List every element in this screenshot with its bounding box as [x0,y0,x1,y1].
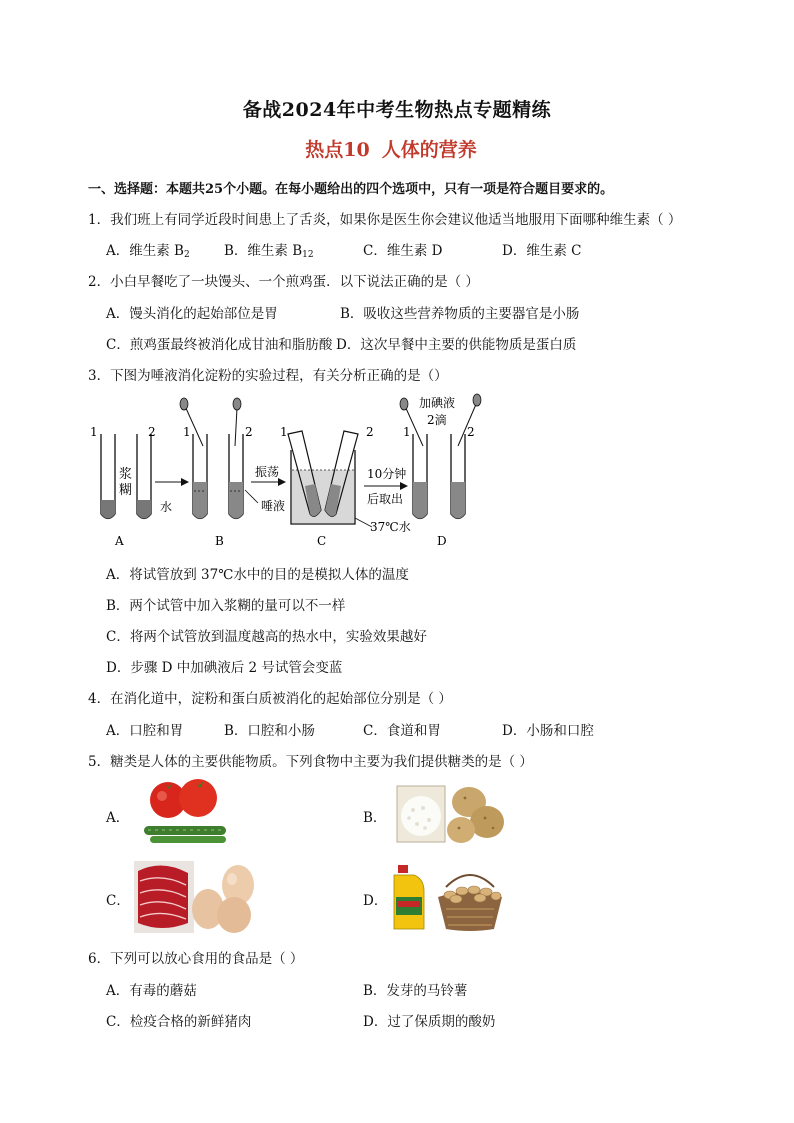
question-1-stem: 1．我们班上有同学近段时间患上了舌炎，如果你是医生你会建议他适当地服用下面哪种维生素（ ） [88,212,682,228]
take-out-label: 后取出 [367,492,404,506]
page-subtitle [0,135,794,162]
question-3-stem: 3．下图为唾液消化淀粉的实验过程，有关分析正确的是（） [88,368,448,384]
step-a-tube-2-label: 2 [148,425,156,439]
section-heading: 一、选择题：本题共25个小题。在每小题给出的四个选项中，只有一项是符合题目要求的。 [88,182,614,197]
shake-label: 振荡 [255,465,280,479]
question-6-option-c[interactable]: C．检疫合格的新鲜猪肉 [106,1014,252,1030]
question-4-option-c[interactable]: C．食道和胃 [363,723,441,739]
oil-peanuts-image [390,857,508,933]
question-3-option-c[interactable]: C．将两个试管放到温度越高的热水中，实验效果越好 [106,629,427,645]
question-3-option-a[interactable]: A．将试管放到 37℃水中的目的是模拟人体的温度 [106,567,409,583]
question-5-option-b[interactable]: B． [363,810,387,826]
question-5-option-d[interactable]: D． [363,893,388,909]
question-1-option-d[interactable]: D．维生素 C [502,243,582,259]
paste-label-1: 浆 [119,467,133,482]
question-1-option-b[interactable]: B．维生素 $B_{12}$ [224,243,314,260]
iodine-label: 加碘液 [419,396,456,410]
step-b-tube-2-label: 2 [245,425,253,439]
ten-minutes-label: 10分钟 [367,467,407,481]
rice-potato-image [395,778,507,850]
question-2-option-d[interactable]: D．这次早餐中主要的供能物质是蛋白质 [336,337,577,353]
step-c-label: C [317,534,327,548]
subtitle-topic-number: 热点10 [305,139,370,161]
question-6-stem: 6．下列可以放心食用的食品是（ ） [88,951,304,967]
page-title: 备战2024年中考生物热点专题精练 [242,99,552,121]
question-2-option-b[interactable]: B．吸收这些营养物质的主要器官是小肠 [340,306,580,322]
question-6-option-d[interactable]: D．过了保质期的酸奶 [363,1014,496,1030]
saliva-label: 唾液 [261,499,286,513]
question-4-stem: 4．在消化道中，淀粉和蛋白质被消化的起始部位分别是（ ） [88,691,452,707]
step-b-tube-1-label: 1 [183,425,191,439]
step-a-tubes [90,425,156,548]
step-b-tubes [180,398,253,548]
question-5-option-c[interactable]: C． [106,893,130,909]
question-2-stem: 2．小白早餐吃了一块馒头、一个煎鸡蛋．以下说法正确的是（ ） [88,274,479,290]
question-1-option-c[interactable]: C．维生素 D [363,243,443,259]
water-label: 水 [160,500,173,514]
step-a-tube-1-label: 1 [90,425,98,439]
meat-eggs-image [132,857,258,935]
step-a-label: A [115,534,124,548]
paste-label-2: 糊 [119,483,133,498]
step-c-tube-2-label: 2 [366,425,374,439]
question-2-option-c[interactable]: C．煎鸡蛋最终被消化成甘油和脂肪酸 [106,337,333,353]
question-2-option-a[interactable]: A．馒头消化的起始部位是胃 [106,306,278,322]
question-6-option-a[interactable]: A．有毒的蘑菇 [106,983,197,999]
question-4-option-a[interactable]: A．口腔和胃 [106,723,184,739]
water-37-label: 37℃水 [370,520,411,534]
step-d-tube-1-label: 1 [403,425,411,439]
step-d-tubes [400,394,481,548]
question-4-option-d[interactable]: D．小肠和口腔 [502,723,594,739]
question-1-option-a[interactable]: A．维生素 $B_2$ [106,243,190,260]
question-6-option-b[interactable]: B．发芽的马铃薯 [363,983,468,999]
two-drops-label: 2滴 [427,413,447,427]
question-3-option-b[interactable]: B．两个试管中加入浆糊的量可以不一样 [106,598,346,614]
step-d-label: D [437,534,447,548]
question-3-option-d[interactable]: D．步骤 D 中加碘液后 2 号试管会变蓝 [106,660,343,676]
step-d-tube-2-label: 2 [467,425,475,439]
step-b-label: B [215,534,224,548]
subtitle-topic-name: 人体的营养 [381,139,477,161]
tomato-cucumber-image [140,774,230,846]
question-5-option-a[interactable]: A． [106,810,130,826]
step-c-tube-1-label: 1 [280,425,288,439]
question-4-option-b[interactable]: B．口腔和小肠 [224,723,315,739]
question-5-stem: 5．糖类是人体的主要供能物质。下列食物中主要为我们提供糖类的是（ ） [88,754,533,770]
saliva-starch-experiment-figure [85,390,485,550]
